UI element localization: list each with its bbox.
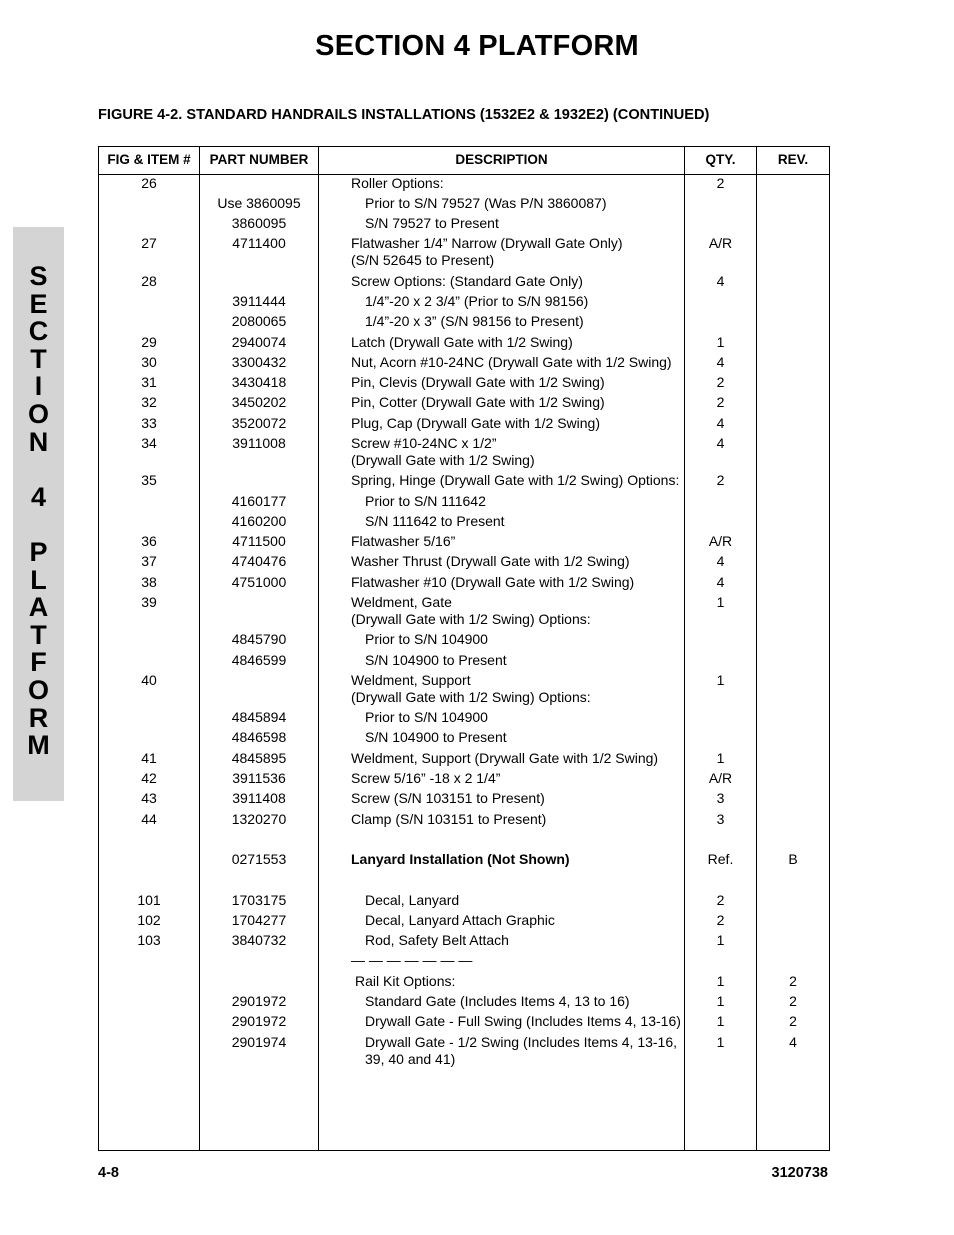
part-number-cell: 0271553	[231, 851, 287, 867]
header-qty: QTY.	[705, 152, 736, 167]
description-cell: Pin, Clevis (Drywall Gate with 1/2 Swing)	[351, 374, 605, 390]
description-cell: S/N 111642 to Present	[365, 513, 505, 529]
side-tab-letter: C	[28, 316, 49, 347]
qty-cell: 2	[716, 374, 725, 390]
item-number-cell: 37	[141, 553, 157, 569]
description-cell: Rail Kit Options:	[355, 973, 456, 989]
side-tab-letters	[13, 227, 64, 760]
description-cell: Drywall Gate - 1/2 Swing (Includes Items 4, 13-16, 39, 40 and 41)	[365, 1034, 678, 1067]
side-tab-letter: A	[28, 592, 49, 623]
description-cell: Rod, Safety Belt Attach	[365, 932, 509, 948]
side-tab-letter: T	[30, 619, 47, 650]
description-cell: Standard Gate (Includes Items 4, 13 to 16)	[365, 993, 630, 1009]
part-number-cell: 4740476	[231, 553, 287, 569]
description-cell: Plug, Cap (Drywall Gate with 1/2 Swing)	[351, 415, 600, 431]
description-cell: Screw #10-24NC x 1/2” (Drywall Gate with 1/2 Swing)	[351, 435, 535, 468]
description-cell: Flatwasher 1/4” Narrow (Drywall Gate Only) (S/N 52645 to Present)	[351, 235, 623, 268]
description-cell: Prior to S/N 104900	[365, 631, 488, 647]
table-header	[99, 147, 829, 175]
qty-cell: 1	[716, 993, 725, 1009]
rev-cell: 2	[789, 973, 797, 989]
side-tab-letter: I	[34, 371, 43, 402]
item-number-cell: 40	[141, 672, 157, 688]
document-number: 3120738	[771, 1165, 828, 1181]
description-cell: Screw Options: (Standard Gate Only)	[351, 273, 583, 289]
qty-cell: 2	[716, 175, 725, 191]
side-tab-letter: L	[30, 564, 47, 595]
item-number-cell: 101	[137, 892, 161, 908]
part-number-cell: 4845790	[231, 631, 287, 647]
qty-cell: 1	[716, 672, 725, 688]
part-number-cell: 1703175	[231, 892, 287, 908]
column-divider	[318, 147, 319, 1150]
item-number-cell: 43	[141, 790, 157, 806]
part-number-cell: 2901972	[231, 993, 287, 1009]
rev-cell: 2	[789, 993, 797, 1009]
part-number-cell: 4751000	[231, 574, 287, 590]
description-cell: Weldment, Support (Drywall Gate with 1/2 Swing) Options:	[351, 672, 591, 705]
part-number-cell: 2901974	[231, 1034, 287, 1050]
part-number-cell: 3450202	[231, 394, 287, 410]
item-number-cell: 26	[141, 175, 157, 191]
part-number-cell: 3911008	[232, 435, 286, 451]
item-number-cell: 28	[141, 273, 157, 289]
item-number-cell: 34	[141, 435, 157, 451]
section-side-tab	[13, 227, 64, 801]
part-number-cell: 1320270	[231, 811, 287, 827]
item-number-cell: 39	[141, 594, 157, 610]
rev-cell: 2	[789, 1013, 797, 1029]
qty-cell: 3	[716, 790, 725, 806]
description-cell: — — — — — — —	[351, 952, 473, 968]
description-cell: Clamp (S/N 103151 to Present)	[351, 811, 547, 827]
item-number-cell: 102	[137, 912, 161, 928]
description-cell: Latch (Drywall Gate with 1/2 Swing)	[351, 334, 573, 350]
description-cell: Roller Options:	[351, 175, 444, 191]
item-number-cell: 36	[141, 533, 157, 549]
part-number-cell: 3840732	[231, 932, 287, 948]
qty-cell: 4	[716, 553, 725, 569]
qty-cell: 1	[716, 1013, 725, 1029]
section-title: SECTION 4 PLATFORM	[315, 30, 639, 62]
qty-cell: 1	[716, 932, 725, 948]
part-number-cell: 2901972	[231, 1013, 287, 1029]
description-cell: Drywall Gate - Full Swing (Includes Items 4, 13-16)	[365, 1013, 681, 1029]
part-number-cell: 4160177	[231, 493, 287, 509]
qty-cell: 4	[716, 574, 725, 590]
header-description: DESCRIPTION	[455, 152, 548, 167]
item-number-cell: 44	[141, 811, 157, 827]
description-cell: S/N 104900 to Present	[365, 652, 507, 668]
description-cell: 1/4”-20 x 3” (S/N 98156 to Present)	[365, 313, 584, 329]
figure-title: FIGURE 4-2. STANDARD HANDRAILS INSTALLATIONS (1532E2 & 1932E2) (CONTINUED)	[98, 107, 710, 123]
item-number-cell: 42	[141, 770, 157, 786]
side-tab-letter: P	[29, 536, 48, 567]
qty-cell: 4	[716, 435, 725, 451]
item-number-cell: 31	[141, 374, 157, 390]
parts-table	[98, 146, 830, 1151]
qty-cell: 1	[716, 594, 725, 610]
item-number-cell: 27	[141, 235, 157, 251]
qty-cell: 4	[716, 273, 725, 289]
qty-cell: 1	[716, 750, 725, 766]
header-rev: REV.	[777, 152, 809, 167]
description-cell: Flatwasher 5/16”	[351, 533, 456, 549]
item-number-cell: 35	[141, 472, 157, 488]
item-number-cell: 33	[141, 415, 157, 431]
qty-cell: 2	[716, 472, 725, 488]
item-number-cell: 103	[137, 932, 161, 948]
description-cell: Spring, Hinge (Drywall Gate with 1/2 Swing) Options:	[351, 472, 680, 488]
description-cell: Nut, Acorn #10-24NC (Drywall Gate with 1/2 Swing)	[351, 354, 672, 370]
part-number-cell: 1704277	[231, 912, 287, 928]
header-fig-item: FIG & ITEM #	[107, 152, 191, 167]
description-cell: 1/4”-20 x 2 3/4” (Prior to S/N 98156)	[365, 293, 589, 309]
side-tab-letter: F	[30, 647, 47, 678]
page-number: 4-8	[98, 1165, 119, 1181]
description-cell: Lanyard Installation (Not Shown)	[351, 851, 570, 867]
side-tab-letter: 4	[30, 481, 47, 512]
qty-cell: A/R	[708, 770, 733, 786]
qty-cell: 4	[716, 354, 725, 370]
part-number-cell: 4711500	[232, 533, 286, 549]
item-number-cell: 32	[141, 394, 157, 410]
part-number-cell: 4845895	[231, 750, 287, 766]
part-number-cell: 3860095	[231, 215, 287, 231]
description-cell: Flatwasher #10 (Drywall Gate with 1/2 Swing)	[351, 574, 635, 590]
qty-cell: 4	[716, 415, 725, 431]
description-cell: Weldment, Support (Drywall Gate with 1/2 Swing)	[351, 750, 659, 766]
qty-cell: Ref.	[707, 851, 734, 867]
side-tab-letter: S	[29, 261, 48, 291]
part-number-cell: 2940074	[231, 334, 287, 350]
side-tab-letter: T	[30, 343, 47, 374]
rev-cell: B	[788, 851, 798, 867]
part-number-cell: 3520072	[231, 415, 287, 431]
description-cell: Screw 5/16” -18 x 2 1/4”	[351, 770, 501, 786]
part-number-cell: 3300432	[231, 354, 287, 370]
description-cell: Decal, Lanyard Attach Graphic	[365, 912, 555, 928]
side-tab-letter: O	[27, 674, 49, 705]
part-number-cell: 3911536	[232, 770, 286, 786]
part-number-cell: 3911444	[232, 293, 286, 309]
description-cell: Screw (S/N 103151 to Present)	[351, 790, 545, 806]
qty-cell: 1	[716, 973, 725, 989]
qty-cell: 2	[716, 394, 725, 410]
header-part-number: PART NUMBER	[209, 152, 309, 167]
item-number-cell: 41	[141, 750, 157, 766]
description-cell: Prior to S/N 104900	[365, 709, 488, 725]
side-tab-letter: M	[27, 730, 50, 761]
part-number-cell: 3911408	[232, 790, 286, 806]
side-tab-letter: E	[29, 288, 48, 319]
item-number-cell: 38	[141, 574, 157, 590]
qty-cell: A/R	[708, 533, 733, 549]
side-tab-letter: R	[28, 702, 49, 733]
side-tab-letter: N	[28, 426, 49, 457]
part-number-cell: 4711400	[232, 235, 286, 251]
rev-cell: 4	[789, 1034, 797, 1050]
description-cell: Prior to S/N 79527 (Was P/N 3860087)	[365, 195, 607, 211]
qty-cell: 2	[716, 892, 725, 908]
side-tab-letter: O	[27, 398, 49, 429]
part-number-cell: 2080065	[231, 313, 287, 329]
description-cell: S/N 104900 to Present	[365, 729, 507, 745]
description-cell: Pin, Cotter (Drywall Gate with 1/2 Swing)	[351, 394, 605, 410]
qty-cell: 2	[716, 912, 725, 928]
part-number-cell: Use 3860095	[217, 195, 301, 211]
description-cell: Prior to S/N 111642	[365, 493, 486, 509]
description-cell: Washer Thrust (Drywall Gate with 1/2 Swing)	[351, 553, 630, 569]
description-cell: Weldment, Gate (Drywall Gate with 1/2 Swing) Options:	[351, 594, 591, 627]
part-number-cell: 4160200	[231, 513, 287, 529]
part-number-cell: 4846598	[231, 729, 287, 745]
part-number-cell: 4846599	[231, 652, 287, 668]
item-number-cell: 30	[141, 354, 157, 370]
qty-cell: 3	[716, 811, 725, 827]
part-number-cell: 4845894	[231, 709, 287, 725]
qty-cell: A/R	[708, 235, 733, 251]
item-number-cell: 29	[141, 334, 157, 350]
qty-cell: 1	[716, 334, 725, 350]
description-cell: S/N 79527 to Present	[365, 215, 499, 231]
description-cell: Decal, Lanyard	[365, 892, 460, 908]
qty-cell: 1	[716, 1034, 725, 1050]
part-number-cell: 3430418	[231, 374, 287, 390]
